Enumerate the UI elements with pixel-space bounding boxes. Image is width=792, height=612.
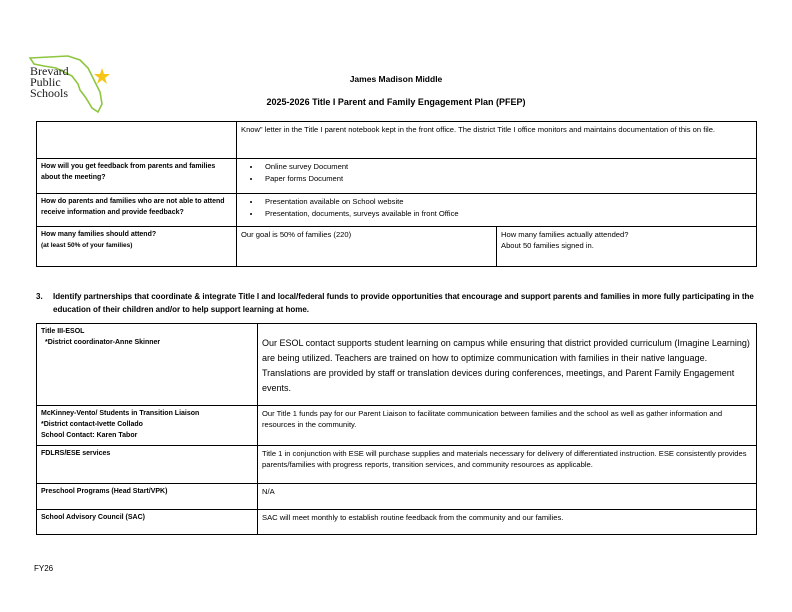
partner-contact: *District coordinator-Anne Skinner [45,339,161,346]
table-row [37,194,757,227]
partner-name: Preschool Programs (Head Start/VPK) [37,484,258,510]
partner-description: SAC will meet monthly to establish routine feedback from the community and our families. [258,510,757,535]
partner-title: McKinney-Vento/ Students in Transition Liaison [41,410,200,417]
partner-description: Our Title 1 funds pay for our Parent Liaison to facilitate communication between families and the school as well as gather information and resources in the community. [258,406,757,446]
section-number: 3. [36,292,43,301]
attendance-question-text: How many families should attend? [41,231,157,238]
partner-name [37,406,258,446]
table-row [37,510,757,535]
list-item: • Online survey Document [261,161,752,173]
feedback-question: How will you get feedback from parents and families about the meeting? [37,159,237,194]
actual-attendance [497,227,757,267]
school-name: James Madison Middle [349,74,443,84]
list-item: • Paper forms Document [261,173,752,185]
partner-name [37,324,258,406]
plan-title: 2025-2026 Title I Parent and Family Engagement Plan (PFEP) [266,97,526,107]
partnerships-table [36,323,757,535]
section-text: Identify partnerships that coordinate & integrate Title I and local/federal funds to provide opportunities that encourage and support parents and families in more fully participating in the education of their children and/or to help support learning at home. [53,292,754,314]
continued-text: Know” letter in the Title I parent notebook kept in the front office. The district Title I office monitors and maintains documentation of this on file. [237,122,757,159]
actual-attendance-answer: About 50 families signed in. [501,241,594,250]
table-row [37,159,757,194]
list-item: • Presentation available on School website [261,196,752,208]
partner-description [258,324,757,406]
table-cell [37,122,237,159]
table-row [37,324,757,406]
partner-description: N/A [258,484,757,510]
table-row [37,227,757,267]
table-row [37,406,757,446]
school-contact: School Contact: Karen Tabor [41,432,138,439]
partner-description: Title 1 in conjunction with ESE will purchase supplies and materials necessary for delivery of differentiated instruction. ESE consistently provides parents/families with progress reports, transition services, and community resources as applicable. [258,446,757,484]
partner-title: Title III-ESOL [41,328,85,335]
unable-attend-question: How do parents and families who are not able to attend receive information and provide feedback? [37,194,237,227]
partner-name: FDLRS/ESE services [37,446,258,484]
table-row [37,484,757,510]
meeting-feedback-table [36,121,757,267]
actual-attendance-question: How many families actually attended? [501,230,629,239]
attendance-question [37,227,237,267]
partner-description-text: Our ESOL contact supports student learning on campus while ensuring that district provided curriculum (Imagine Learning) are being utilized. Teachers are trained on how to optimize communication with families in their native language. Translations are provided by staff or translation devices during conferences, meetings, and Parent Family Engagement events. [262,338,750,393]
partner-name: School Advisory Council (SAC) [37,510,258,535]
table-row [37,122,757,159]
partner-contact: *District contact-Ivette Collado [41,421,143,428]
attendance-goal: Our goal is 50% of families (220) [237,227,497,267]
feedback-answer [237,159,757,194]
section-3-heading [36,290,756,316]
attendance-note: (at least 50% of your families) [41,242,133,249]
unable-attend-answer [237,194,757,227]
list-item: • Presentation, documents, surveys available in front Office [261,208,752,220]
footer-code: FY26 [34,564,54,573]
logo-text: Brevard Public Schools [30,64,69,100]
table-row [37,446,757,484]
